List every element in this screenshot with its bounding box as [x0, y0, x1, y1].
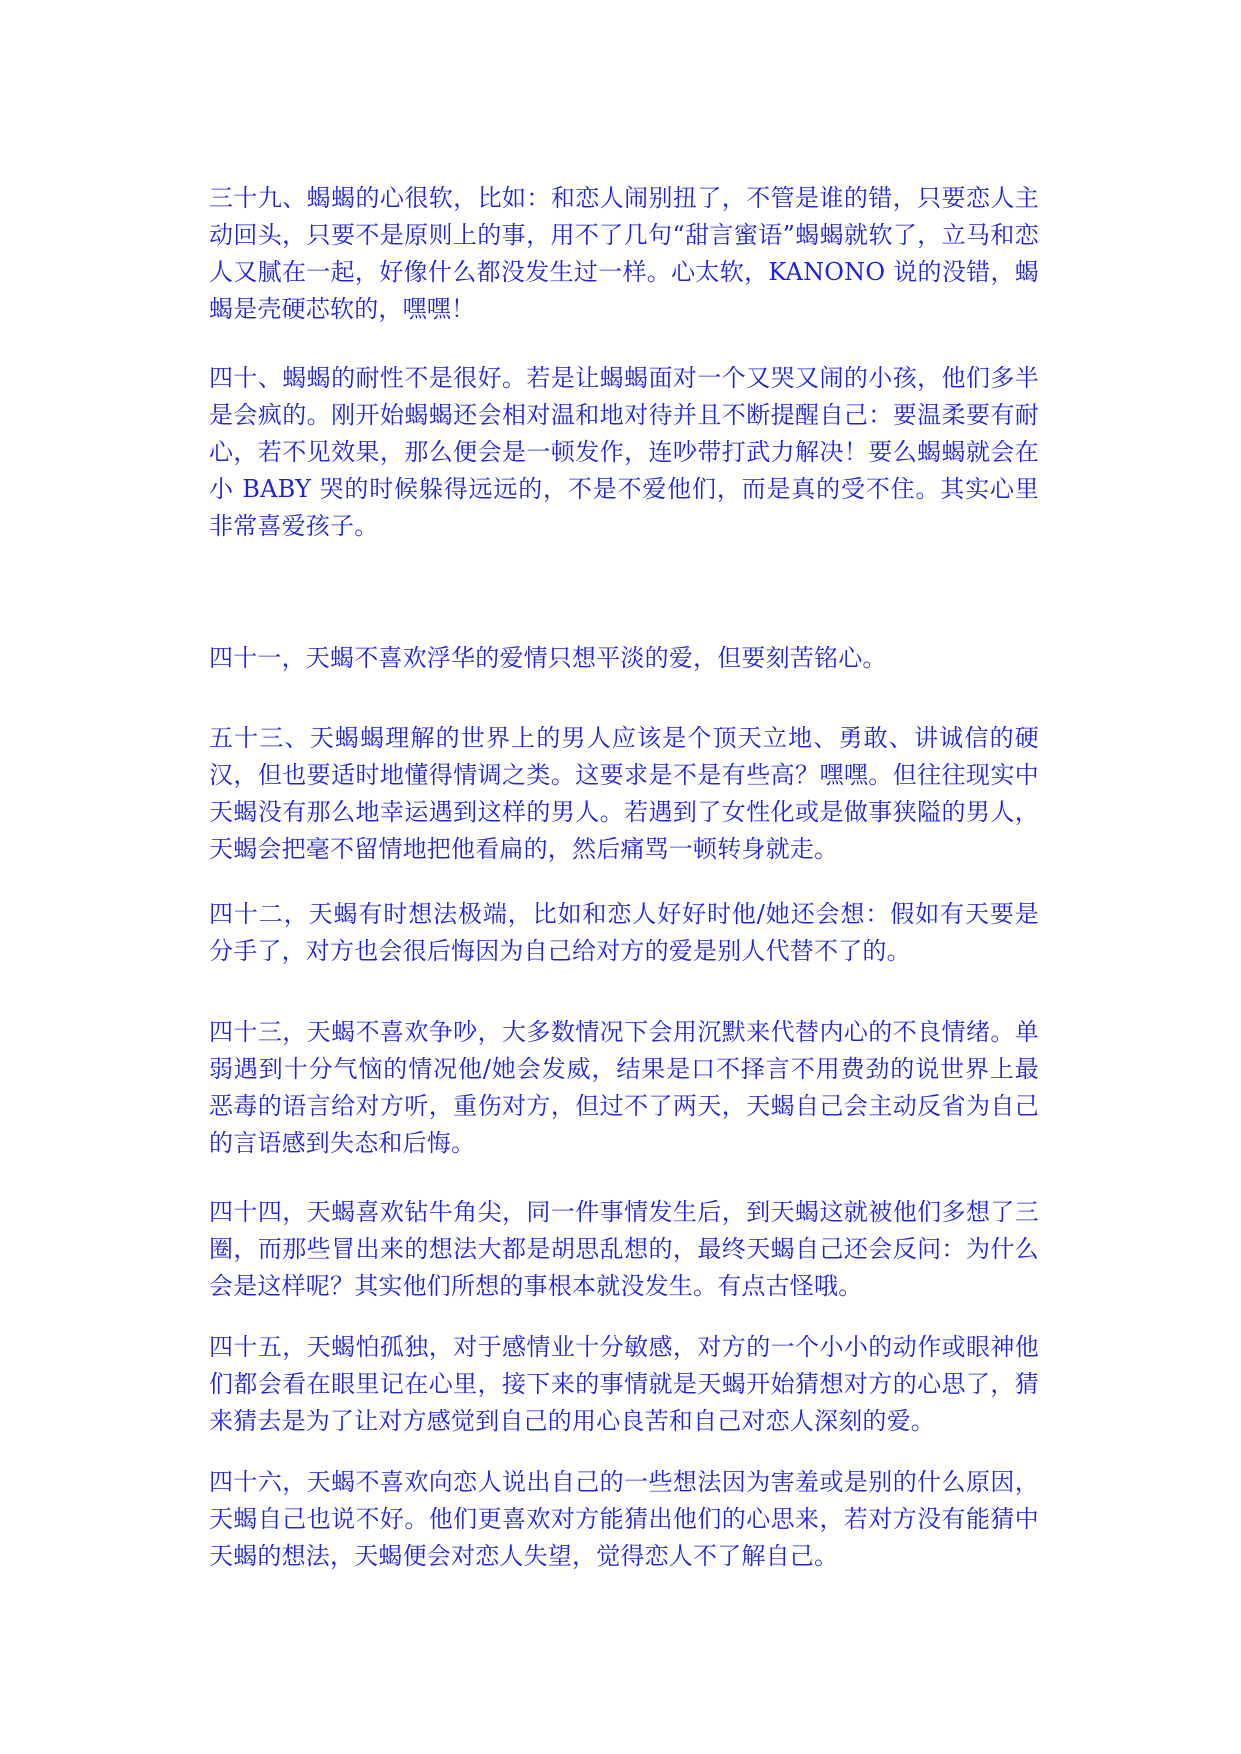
paragraph-43: 四十三，天蝎不喜欢争吵，大多数情况下会用沉默来代替内心的不良情绪。单弱遇到十分气恼的情况他/她会发威，结果是口不择言不用费劲的说世界上最恶毒的语言给对方听，重伤对方，但过不了两天，天蝎自己会主动反省为自己的言语感到失态和后悔。: [209, 1018, 1039, 1157]
paragraph-53: 五十三、天蝎蝎理解的世界上的男人应该是个顶天立地、勇敢、讲诚信的硬汉，但也要适时地懂得情调之类。这要求是不是有些高？嘿嘿。但往往现实中天蝎没有那么地幸运遇到这样的男人。若遇到了女性化或是做事狭隘的男人，天蝎会把毫不留情地把他看扁的，然后痛骂一顿转身就走。: [209, 724, 1039, 863]
paragraph-41: 四十一，天蝎不喜欢浮华的爱情只想平淡的爱，但要刻苦铭心。: [209, 644, 887, 672]
paragraph-44: 四十四，天蝎喜欢钻牛角尖，同一件事情发生后，到天蝎这就被他们多想了三圈，而那些冒出来的想法大都是胡思乱想的，最终天蝎自己还会反问：为什么会是这样呢？其实他们所想的事根本就没发生。有点古怪哦。: [209, 1198, 1039, 1300]
paragraph-40: 四十、蝎蝎的耐性不是很好。若是让蝎蝎面对一个又哭又闹的小孩，他们多半是会疯的。刚开始蝎蝎还会相对温和地对待并且不断提醒自己：要温柔要有耐心，若不见效果，那么便会是一顿发作，连吵带打武力解决！要么蝎蝎就会在小 BABY 哭的时候躲得远远的，不是不爱他们，而是真的受不住。其实心里非常喜爱孩子。: [209, 364, 1039, 540]
paragraph-39: 三十九、蝎蝎的心很软，比如：和恋人闹别扭了，不管是谁的错，只要恋人主动回头，只要不是原则上的事，用不了几句“甜言蜜语”蝎蝎就软了，立马和恋人又腻在一起，好像什么都没发生过一样。心太软，KANONO 说的没错，蝎蝎是壳硬芯软的，嘿嘿！: [209, 184, 1039, 323]
paragraph-45: 四十五，天蝎怕孤独，对于感情业十分敏感，对方的一个小小的动作或眼神他们都会看在眼里记在心里，接下来的事情就是天蝎开始猜想对方的心思了，猜来猜去是为了让对方感觉到自己的用心良苦和自己对恋人深刻的爱。: [209, 1333, 1039, 1435]
paragraph-46: 四十六，天蝎不喜欢向恋人说出自己的一些想法因为害羞或是别的什么原因，天蝎自己也说不好。他们更喜欢对方能猜出他们的心思来，若对方没有能猜中天蝎的想法，天蝎便会对恋人失望，觉得恋人不了解自己。: [209, 1468, 1039, 1570]
paragraph-42: 四十二，天蝎有时想法极端，比如和恋人好好时他/她还会想：假如有天要是分手了，对方也会很后悔因为自己给对方的爱是别人代替不了的。: [209, 900, 1039, 965]
